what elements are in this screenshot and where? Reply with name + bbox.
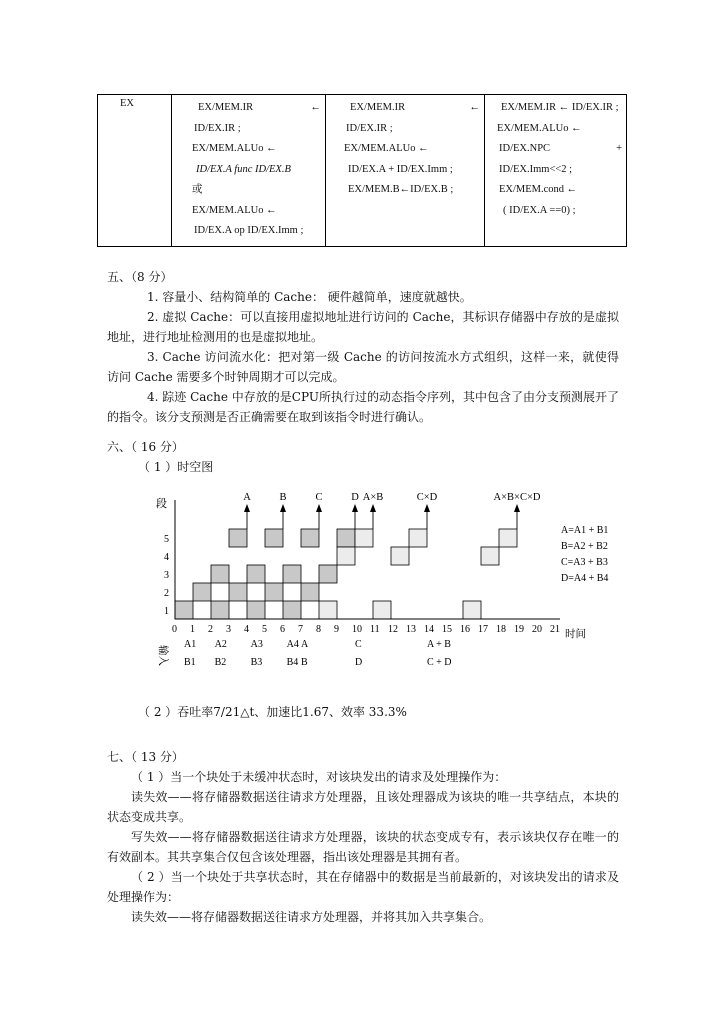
x-tick-label: 5 (262, 624, 267, 635)
x-tick-label: 3 (226, 624, 231, 635)
x-tick-label: 2 (208, 624, 213, 635)
cell-line: ID/EX.IR ; (194, 122, 241, 134)
cell-line: EX/MEM.ALUo ← (497, 122, 582, 134)
input-label-bottom: C + D (427, 657, 452, 668)
section-5-item: 1. 容量小、结构简单的 Cache： 硬件越简单，速度就越快。 (147, 290, 472, 304)
cell-line: EX/MEM.IR ← (198, 102, 321, 113)
section-5-item: 2. 虚拟 Cache：可以直接用虚拟地址进行访问的 Cache，其标识存储器中存放的是虚拟地址，进行地址检测用的也是虚拟地址。 (107, 310, 619, 344)
pipeline-bar (319, 565, 337, 583)
pipeline-bar (247, 565, 265, 583)
output-label: A (243, 492, 251, 503)
x-tick-label: 0 (172, 624, 177, 635)
input-label-top: A + B (427, 639, 451, 650)
input-label-top: A2 (214, 639, 227, 650)
x-tick-label: 14 (424, 624, 434, 635)
pipeline-bar (283, 565, 301, 583)
cell-line: ID/EX.Imm<<2 ; (499, 163, 573, 175)
cell-line: ID/EX.A op ID/EX.Imm ; (194, 225, 304, 236)
pipeline-bar (463, 601, 481, 619)
output-arrowhead (316, 504, 322, 512)
input-label-top: A4 (286, 639, 299, 650)
pipeline-bar (175, 601, 193, 619)
input-label-bottom: B4 (286, 657, 299, 668)
x-tick-label: 17 (478, 624, 488, 635)
pipeline-bar (283, 601, 301, 619)
output-arrowhead (280, 504, 286, 512)
section-5-item: 4. 踪迹 Cache 中存放的是CPU所执行过的动态指令序列，其中包含了由分支预测展开了的指令。该分支预测是否正确需要在取到该指令时进行确认。 (107, 390, 619, 424)
cell-line: EX/MEM.ALUo ← (344, 143, 429, 154)
space-time-diagram (140, 485, 620, 675)
output-label: C×D (416, 492, 438, 503)
chart-legend (561, 525, 608, 584)
pipeline-bar (265, 583, 283, 601)
x-tick-labels (172, 624, 560, 635)
legend-item: D=A4 + B4 (561, 573, 609, 584)
cell-line: EX/MEM.ALUo ← (192, 204, 277, 216)
pipeline-bar (193, 583, 211, 601)
section-6-sub2: （ 2 ）吞吐率7/21△t、加速比1.67、效率 33.3% (138, 705, 407, 719)
pipeline-bar (229, 583, 247, 601)
x-tick-label: 8 (316, 624, 321, 635)
pipeline-bar (355, 529, 373, 547)
input-label-bottom: B1 (184, 657, 196, 668)
cell-line: ID/EX.A + ID/EX.Imm ; (348, 163, 453, 175)
output-label: A×B (362, 492, 384, 503)
input-label-top: A1 (184, 639, 197, 650)
x-tick-label: 12 (388, 624, 398, 635)
x-tick-label: 18 (496, 624, 506, 635)
cell-line: ID/EX.IR ; (346, 122, 393, 134)
pipeline-bar (481, 547, 499, 565)
y-tick-label: 1 (164, 606, 169, 617)
section-5-item: 3. Cache 访问流水化：把对第一级 Cache 的访问按流水方式组织，这样一来，就使得访问 Cache 需要多个时钟周期才可以完成。 (107, 350, 619, 384)
legend-item: C=A3 + B3 (561, 557, 608, 568)
pipeline-bar (337, 547, 355, 565)
section-7-p4: （ 2 ）当一个块处于共享状态时，其在存储器中的数据是当前最新的，对该块发出的请求及处理操作为： (107, 870, 619, 904)
x-tick-label: 6 (280, 624, 285, 635)
x-tick-label: 15 (442, 624, 452, 635)
output-arrowhead (424, 504, 430, 512)
pipeline-bar (229, 529, 247, 547)
y-tick-label: 3 (164, 570, 169, 581)
pipeline-bar (499, 529, 517, 547)
section-7-p2: 读失效——将存储器数据送往请求方处理器，且该处理器成为该块的唯一共享结点，本块的状态变成共享。 (107, 790, 619, 824)
x-tick-label: 19 (514, 624, 524, 635)
pipeline-bar (373, 601, 391, 619)
section-6-sub1: （ 1 ）时空图 (138, 460, 214, 474)
x-tick-label: 16 (460, 624, 470, 635)
x-tick-label: 13 (406, 624, 416, 635)
y-tick-label: 4 (164, 552, 169, 563)
cell-line: ( ID/EX.A ==0) ; (503, 204, 576, 216)
section-6-heading: 六、（ 16 分） (107, 440, 184, 454)
y-tick-label: 2 (164, 588, 169, 599)
pipeline-bar (391, 547, 409, 565)
x-tick-label: 4 (244, 624, 249, 635)
stage-label: EX (120, 98, 134, 109)
output-label: D (351, 492, 359, 503)
input-label-bottom: B3 (250, 657, 263, 668)
stage-cell (98, 95, 172, 247)
section-5-heading: 五、（8 分） (107, 270, 173, 284)
output-arrowhead (514, 504, 520, 512)
branch-cell (485, 95, 627, 247)
table-row (98, 95, 627, 247)
section-7-heading: 七、（ 13 分） (107, 750, 184, 764)
pipeline-bar (301, 583, 319, 601)
chart-output-arrows (243, 492, 541, 529)
cell-line: EX/MEM.IR ← (350, 102, 480, 113)
input-label: 输入 (157, 645, 168, 666)
output-arrowhead (352, 504, 358, 512)
x-axis-label: 时间 (565, 629, 586, 640)
output-label: C (315, 492, 323, 503)
section-7-p3: 写失效——将存储器数据送往请求方处理器，该块的状态变成专有，表示该块仅存在唯一的有效副本。其共享集合仅包含该处理器，指出该处理器是其拥有者。 (107, 830, 619, 864)
legend-item: A=A1 + B1 (561, 525, 609, 536)
pipeline-bar (265, 529, 283, 547)
section-7-p5: 读失效——将存储器数据送往请求方处理器，并将其加入共享集合。 (131, 910, 492, 924)
pipeline-bar (319, 601, 337, 619)
alu-cell (172, 95, 326, 247)
input-label-bottom: B (301, 657, 308, 668)
input-label-bottom: B2 (214, 657, 227, 668)
output-arrowhead (370, 504, 376, 512)
pipeline-bar (247, 601, 265, 619)
cell-line: EX/MEM.ALUo ← (192, 143, 277, 154)
y-axis-label: 段 (156, 498, 167, 510)
input-label-top: A (301, 639, 309, 650)
output-label: A×B×C×D (493, 492, 541, 503)
cell-line: EX/MEM.cond ← (499, 184, 578, 195)
cell-line: EX/MEM.IR ← ID/EX.IR ; (501, 102, 619, 113)
pipeline-bar (211, 565, 229, 583)
y-tick-label: 5 (164, 534, 169, 545)
x-tick-label: 1 (190, 624, 195, 635)
output-arrowhead (244, 504, 250, 512)
x-tick-label: 11 (370, 624, 380, 635)
pipeline-bar (301, 529, 319, 547)
x-tick-label: 9 (334, 624, 339, 635)
x-tick-label: 10 (352, 624, 362, 635)
x-tick-label: 7 (298, 624, 303, 635)
input-labels (184, 639, 452, 668)
pipeline-bar (409, 529, 427, 547)
section-7-p1: （ 1 ）当一个块处于未缓冲状态时，对该块发出的请求及处理操作为： (131, 770, 507, 784)
pipeline-bar (211, 601, 229, 619)
output-label: B (279, 492, 287, 503)
chart-bars (175, 529, 517, 619)
cell-line-text: ID/EX.A func ID/EX.B (196, 163, 291, 175)
pipeline-bar (337, 529, 355, 547)
pipeline-table (97, 94, 627, 247)
cell-line (176, 160, 321, 181)
cell-line: ID/EX.NPC + (499, 143, 622, 154)
cell-line: 或 (192, 184, 203, 195)
load-store-cell (326, 95, 485, 247)
y-tick-labels (164, 534, 169, 617)
input-label-top: C (355, 639, 362, 650)
legend-item: B=A2 + B2 (561, 541, 608, 552)
input-label-bottom: D (355, 657, 363, 668)
cell-line: EX/MEM.B←ID/EX.B ; (348, 184, 454, 195)
input-label-top: A3 (250, 639, 263, 650)
x-tick-label: 20 (532, 624, 542, 635)
x-tick-label: 21 (550, 624, 560, 635)
